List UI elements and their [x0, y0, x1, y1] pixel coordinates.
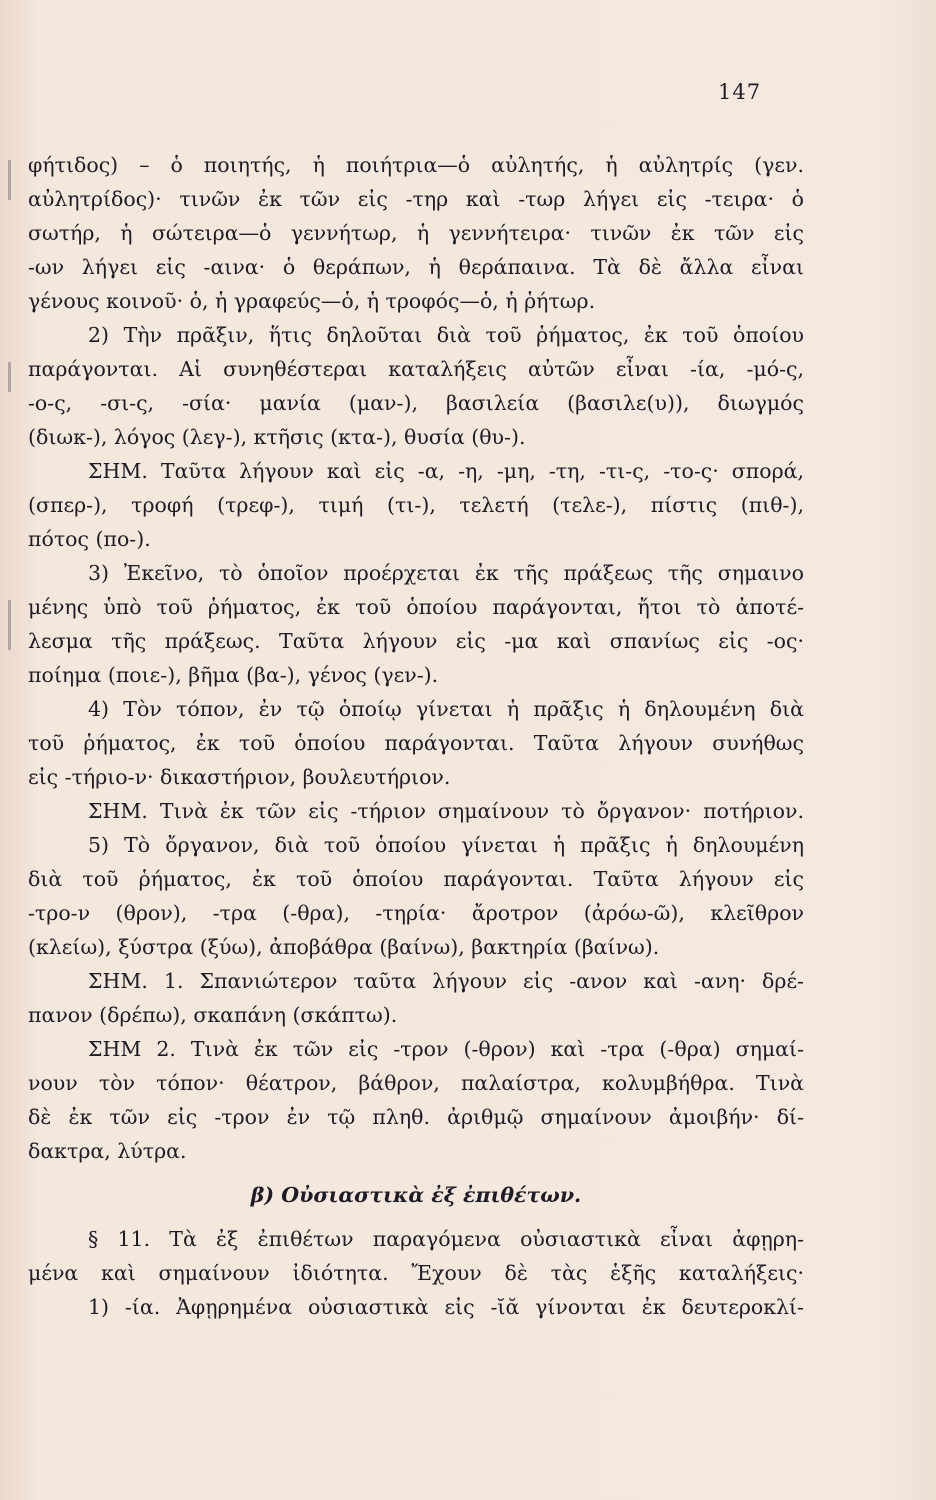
text-line: ΣΗΜ. Ταῦτα λήγουν καὶ εἰς -α, -η, -μη, -τη, -τι-ς, -το-ς· σπορά,	[88, 459, 804, 483]
text-line: (σπερ-), τροφή (τρεφ-), τιμή (τι-), τελετή (τελε-), πίστις (πιθ-),	[28, 493, 804, 517]
text-line: § 11. Τὰ ἐξ ἐπιθέτων παραγόμενα οὐσιαστικὰ εἶναι ἀφῃρη-	[88, 1227, 804, 1251]
page-number: 147	[718, 80, 762, 104]
section-heading: β) Οὐσιαστικὰ ἐξ ἐπιθέτων.	[250, 1183, 582, 1207]
text-line: (κλείω), ξύστρα (ξύω), ἀποβάθρα (βαίνω), βακτηρία (βαίνω).	[28, 935, 660, 959]
text-line: ΣΗΜ. Τινὰ ἐκ τῶν εἰς -τήριον σημαίνουν τὸ ὄργανον· ποτήριον.	[88, 799, 804, 823]
text-line: 4) Τὸν τόπον, ἐν τῷ ὁποίῳ γίνεται ἡ πρᾶξις ἡ δηλουμένη διὰ	[88, 697, 804, 721]
text-line: (διωκ-), λόγος (λεγ-), κτῆσις (κτα-), θυσία (θυ-).	[28, 425, 526, 449]
text-line: πανον (δρέπω), σκαπάνη (σκάπτω).	[28, 1003, 398, 1027]
text-line: ΣΗΜ. 1. Σπανιώτερον ταῦτα λήγουν εἰς -ανον καὶ -ανη· δρέ-	[88, 969, 804, 993]
text-line: ποίημα (ποιε-), βῆμα (βα-), γένος (γεν-).	[28, 663, 439, 687]
text-line: εἰς -τήριο-ν· δικαστήριον, βουλευτήριον.	[28, 765, 451, 789]
text-line: λεσμα τῆς πράξεως. Ταῦτα λήγουν εἰς -μα καὶ σπανίως εἰς -ος·	[28, 629, 804, 653]
text-line: γένους κοινοῦ· ὁ, ἡ γραφεύς—ὁ, ἡ τροφός—ὁ, ἡ ῥήτωρ.	[28, 289, 596, 313]
margin-mark	[8, 160, 11, 200]
text-line: νουν τὸν τόπον· θέατρον, βάθρον, παλαίστρα, κολυμβήθρα. Τινὰ	[28, 1071, 804, 1095]
text-line: 3) Ἐκεῖνο, τὸ ὁποῖον προέρχεται ἐκ τῆς πράξεως τῆς σημαινο	[88, 561, 804, 585]
text-line: δὲ ἐκ τῶν εἰς -τρον ἐν τῷ πληθ. ἀριθμῷ σημαίνουν ἀμοιβήν· δί-	[28, 1105, 804, 1129]
margin-mark	[8, 362, 11, 392]
text-line: φήτιδος) – ὁ ποιητής, ἡ ποιήτρια—ὁ αὐλητής, ἡ αὐλητρίς (γεν.	[28, 153, 804, 177]
text-line: -ο-ς, -σι-ς, -σία· μανία (μαν-), βασιλεία (βασιλε(υ)), διωγμός	[28, 391, 804, 415]
text-line: 1) -ία. Ἀφῃρημένα οὐσιαστικὰ εἰς -ῐᾰ γίνονται ἐκ δευτεροκλί-	[88, 1295, 804, 1319]
text-line: μένης ὑπὸ τοῦ ῥήματος, ἐκ τοῦ ὁποίου παράγονται, ἤτοι τὸ ἀποτέ-	[28, 595, 804, 619]
text-line: διὰ τοῦ ῥήματος, ἐκ τοῦ ὁποίου παράγονται. Ταῦτα λήγουν εἰς	[28, 867, 804, 891]
text-line: πότος (πο-).	[28, 527, 151, 551]
text-line: -ων λήγει εἰς -αινα· ὁ θεράπων, ἡ θεράπαινα. Τὰ δὲ ἄλλα εἶναι	[28, 255, 804, 279]
text-line: παράγονται. Αἱ συνηθέστεραι καταλήξεις αὐτῶν εἶναι -ία, -μό-ς,	[28, 357, 804, 381]
text-line: δακτρα, λύτρα.	[28, 1139, 187, 1163]
text-line: -τρο-ν (θρον), -τρα (-θρα), -τηρία· ἄροτρον (ἀρόω-ῶ), κλεῖθρον	[28, 901, 804, 925]
margin-mark	[8, 600, 11, 650]
text-line: 5) Τὸ ὄργανον, διὰ τοῦ ὁποίου γίνεται ἡ πρᾶξις ἡ δηλουμένη	[88, 833, 804, 857]
text-line: μένα καὶ σημαίνουν ἰδιότητα. Ἔχουν δὲ τὰς ἑξῆς καταλήξεις·	[28, 1261, 804, 1285]
text-line: αὐλητρίδος)· τινῶν ἐκ τῶν εἰς -τηρ καὶ -τωρ λήγει εἰς -τειρα· ὁ	[28, 187, 804, 211]
text-line: 2) Τὴν πρᾶξιν, ἥτις δηλοῦται διὰ τοῦ ῥήματος, ἐκ τοῦ ὁποίου	[88, 323, 804, 347]
text-line: ΣΗΜ 2. Τινὰ ἐκ τῶν εἰς -τρον (-θρον) καὶ -τρα (-θρα) σημαί-	[88, 1037, 804, 1061]
text-line: τοῦ ῥήματος, ἐκ τοῦ ὁποίου παράγονται. Ταῦτα λήγουν συνήθως	[28, 731, 804, 755]
text-line: σωτήρ, ἡ σώτειρα—ὁ γεννήτωρ, ἡ γεννήτειρα· τινῶν ἐκ τῶν εἰς	[28, 221, 804, 245]
